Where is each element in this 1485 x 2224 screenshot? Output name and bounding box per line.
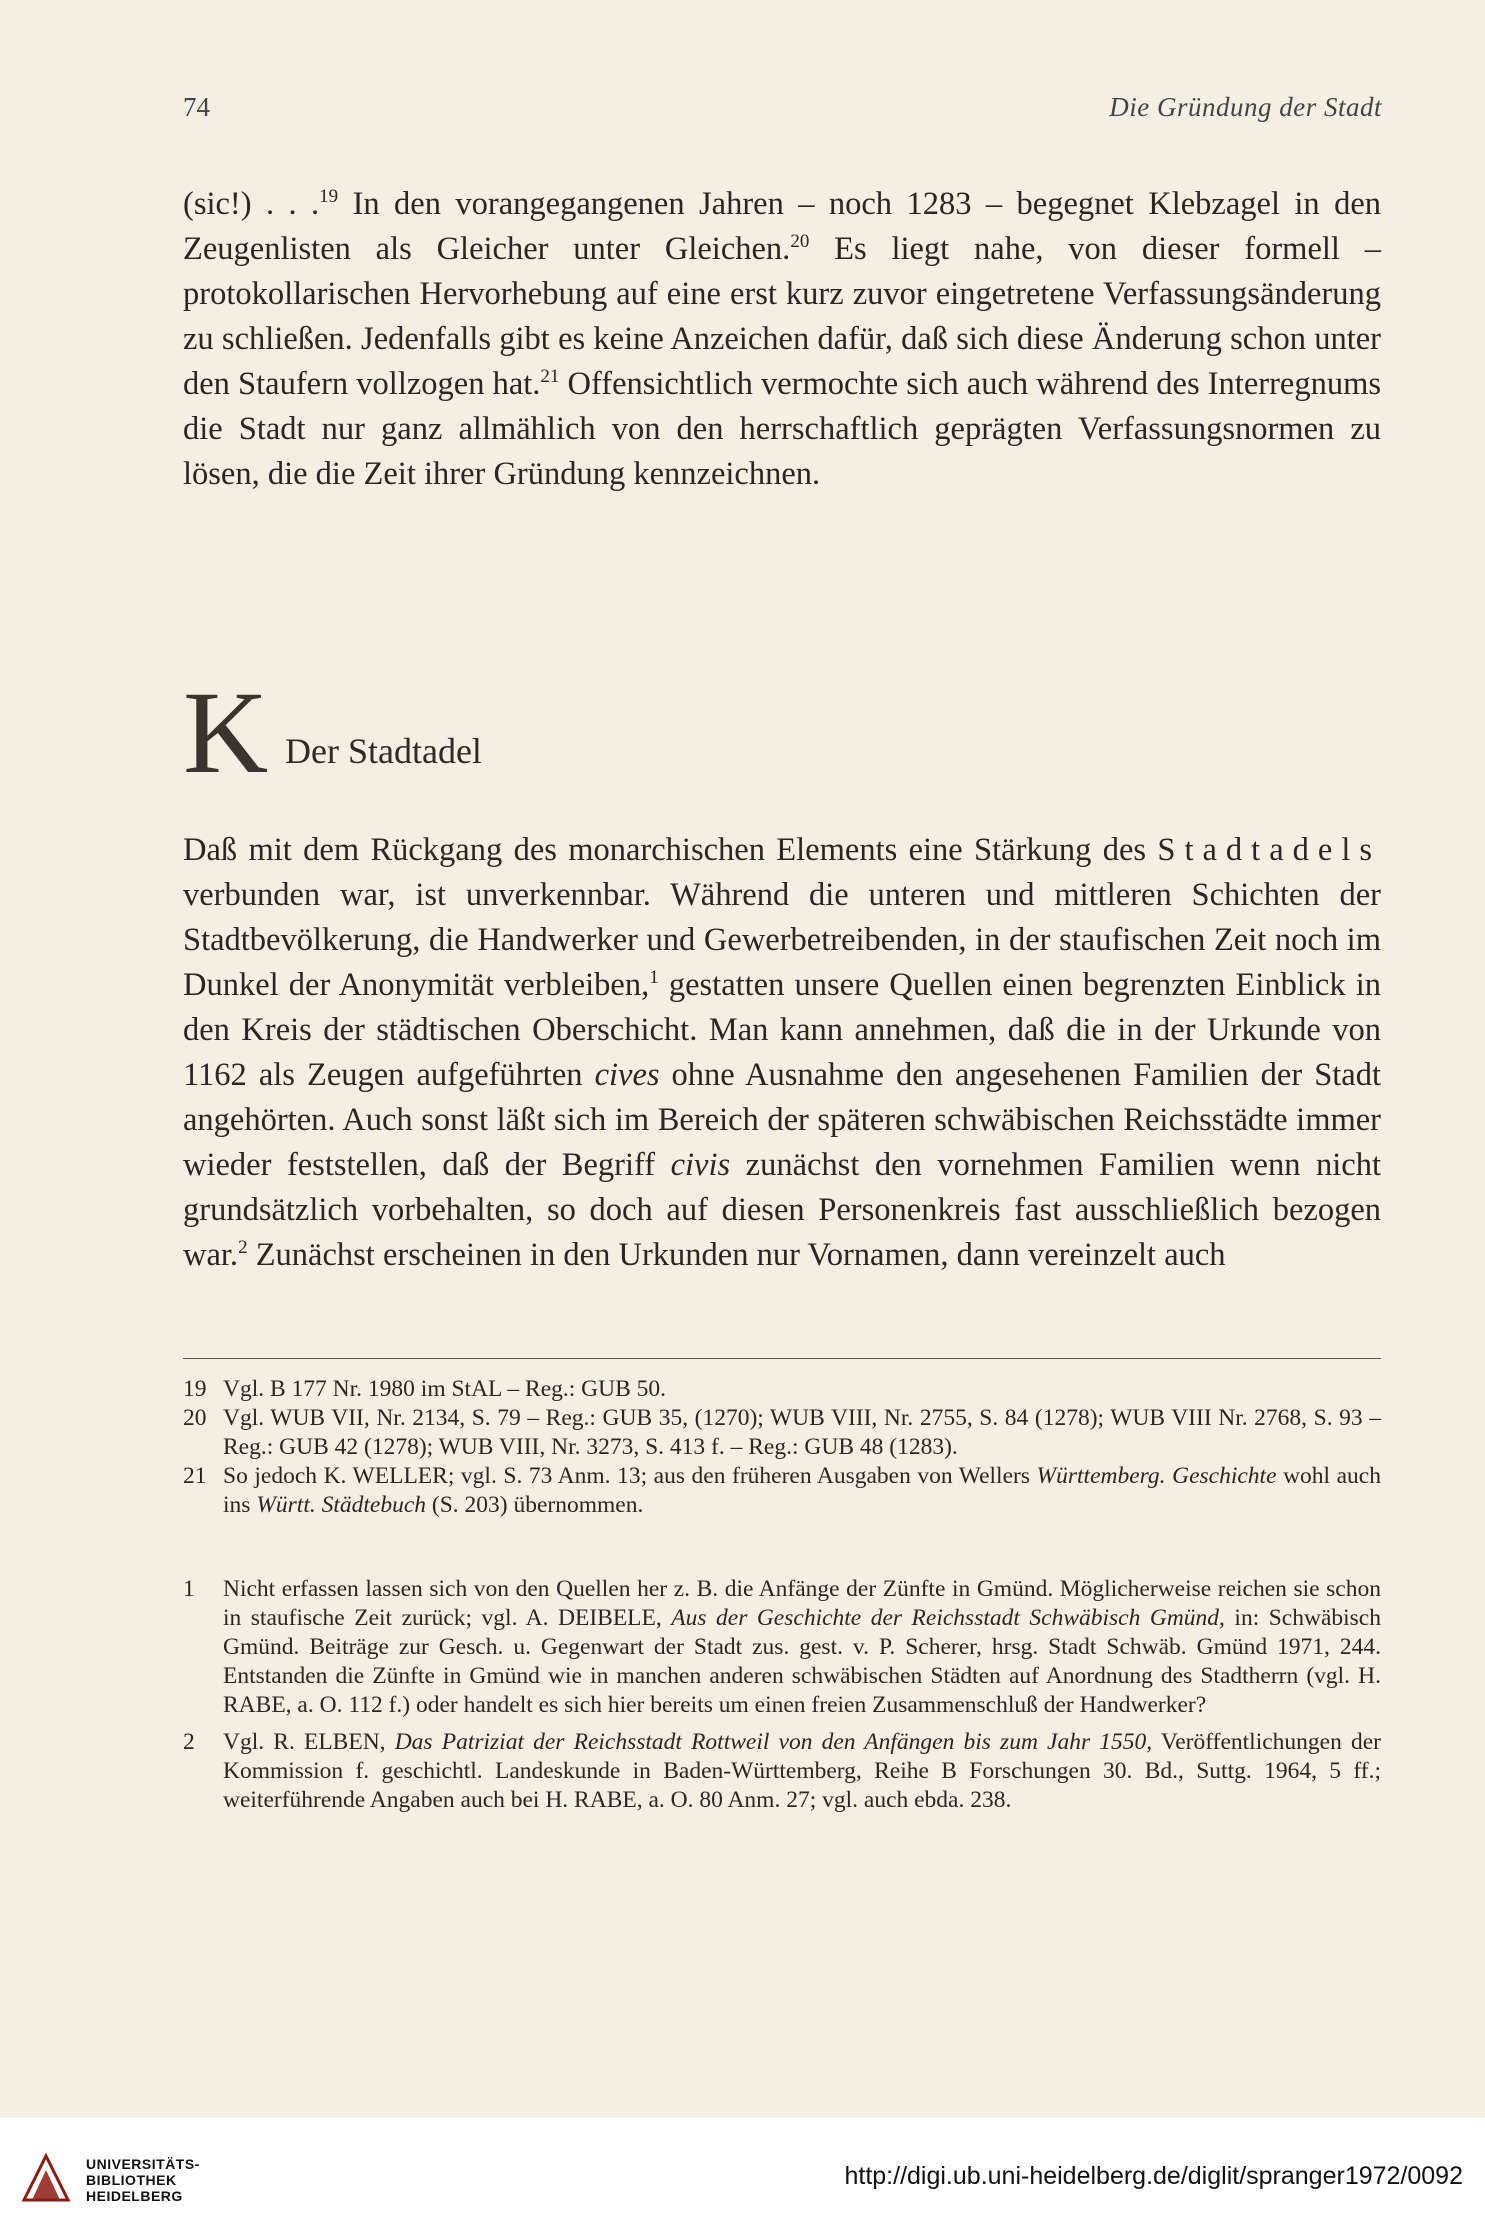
spaced-term: Stadtadels bbox=[1157, 832, 1381, 868]
section-letter: K bbox=[183, 667, 269, 798]
footnote-divider bbox=[183, 1358, 1381, 1359]
footnotes-previous bbox=[183, 1375, 1381, 1520]
footnote-21: 21 So jedoch K. WELLER; vgl. S. 73 Anm. 13; aus den früheren Ausgaben von Wellers Württemberg. Geschichte wohl auch ins Württ. Städtebuch (S. 203) übernommen. bbox=[183, 1463, 1381, 1518]
footnote-ref-21[interactable]: 21 bbox=[540, 366, 560, 388]
library-logo-icon[interactable] bbox=[16, 2148, 76, 2208]
viewer-footer bbox=[0, 2118, 1485, 2224]
footnote-ref-19[interactable]: 19 bbox=[319, 186, 339, 208]
footnote-19: 19 Vgl. B 177 Nr. 1980 im StAL – Reg.: GUB 50. bbox=[183, 1376, 667, 1402]
footnote-2: 2 Vgl. R. ELBEN, Das Patriziat der Reichsstadt Rottweil von den Anfängen bis zum Jahr 1550, Veröffentlichungen der Kommission f. geschichtl. Landeskunde in Baden-Württemberg, Reihe B Forschungen 30. Bd., Suttg. 1964, 5 ff.; weiterführende Angaben auch bei H. RABE, a. O. 80 Anm. 27; vgl. auch ebda. 238. bbox=[183, 1729, 1382, 1813]
footnote-1: 1 Nicht erfassen lassen sich von den Quellen her z. B. die Anfänge der Zünfte in Gmünd. Möglicherweise reichen sie schon in staufische Zeit zurück; vgl. A. DEIBELE, Aus der Geschichte der Reichsstadt Schwäbisch Gmünd, in: Schwäbisch Gmünd. Beiträge zur Gesch. u. Gegenwart der Stadt zus. gest. v. P. Scherer, hrsg. Stadt Schwäb. Gmünd 1971, 244. Entstanden die Zünfte in Gmünd wie in manchen anderen schwäbischen Städten auf Anordnung des Stadtherrn (vgl. H. RABE, a. O. 112 f.) oder handelt es sich hier bereits um einen freien Zusammenschluß der Handwerker? bbox=[183, 1576, 1381, 1718]
library-name: UNIVERSITÄTS- BIBLIOTHEK HEIDELBERG bbox=[86, 2156, 200, 2204]
source-url-link[interactable]: http://digi.ub.uni-heidelberg.de/diglit/spranger1972/0092 bbox=[844, 2162, 1463, 2190]
term-civis: civis bbox=[670, 1147, 731, 1183]
page-header bbox=[183, 92, 1382, 132]
running-head: Die Gründung der Stadt bbox=[1109, 92, 1382, 122]
paragraph-1: (sic!) . . .$^{19}$ In den vorangegangenen Jahren – noch 1283 – begegnet Klebzagel in den Zeugenlisten als Gleicher unter Gleichen.$^{20}$ Es liegt nahe, von dieser formell – protokollarischen Hervorhebung auf eine erst kurz zuvor eingetretene Verfassungsänderung zu schließen. Jedenfalls gibt es keine Anzeichen dafür, daß sich diese Änderung schon unter den Staufern vollzogen hat.$^{21}$ Offensichtlich vermochte sich auch während des Interregnums die Stadt nur ganz allmählich von den herrschaftlich geprägten Verfassungsnormen zu lösen, die die Zeit ihrer Gründung kennzeichnen. bbox=[183, 186, 1382, 492]
paragraph-2: Daß mit dem Rückgang des monarchischen Elements eine Stärkung des Stadtadels verbunden war, ist unverkennbar. Während die unteren und mittleren Schichten der Stadtbevölkerung, die Handwerker und Gewerbetreibenden, in der staufischen Zeit noch im Dunkel der Anonymität verbleiben,$^1$ gestatten unsere Quellen einen begrenzten Einblick in den Kreis der städtischen Oberschicht. Man kann annehmen, daß die in der Urkunde von 1162 als Zeugen aufgeführten cives ohne Ausnahme den angesehenen Familien der Stadt angehörten. Auch sonst läßt sich im Bereich der späteren schwäbischen Reichsstädte immer wieder feststellen, daß der Begriff civis zunächst den vornehmen Familien wenn nicht grundsätzlich vorbehalten, so doch auf diesen Personenkreis fast ausschließlich bezogen war.$^2$ Zunächst erscheinen in den Urkunden nur Vornamen, dann vereinzelt auch bbox=[183, 832, 1382, 1273]
footnote-ref-1[interactable]: 1 bbox=[649, 967, 659, 989]
term-cives: cives bbox=[594, 1057, 660, 1093]
footnote-20: 20 Vgl. WUB VII, Nr. 2134, S. 79 – Reg.: GUB 35, (1270); WUB VIII, Nr. 2755, S. 84 (1278); WUB VIII Nr. 2768, S. 93 – Reg.: GUB 42 (1278); WUB VIII, Nr. 3273, S. 413 f. – Reg.: GUB 48 (1283). bbox=[183, 1405, 1381, 1460]
footnotes bbox=[183, 1575, 1381, 1823]
footnote-ref-2[interactable]: 2 bbox=[238, 1237, 248, 1259]
page-number: 74 bbox=[183, 92, 210, 122]
section-title: Der Stadtadel bbox=[285, 731, 482, 771]
footnote-ref-20[interactable]: 20 bbox=[790, 231, 810, 253]
